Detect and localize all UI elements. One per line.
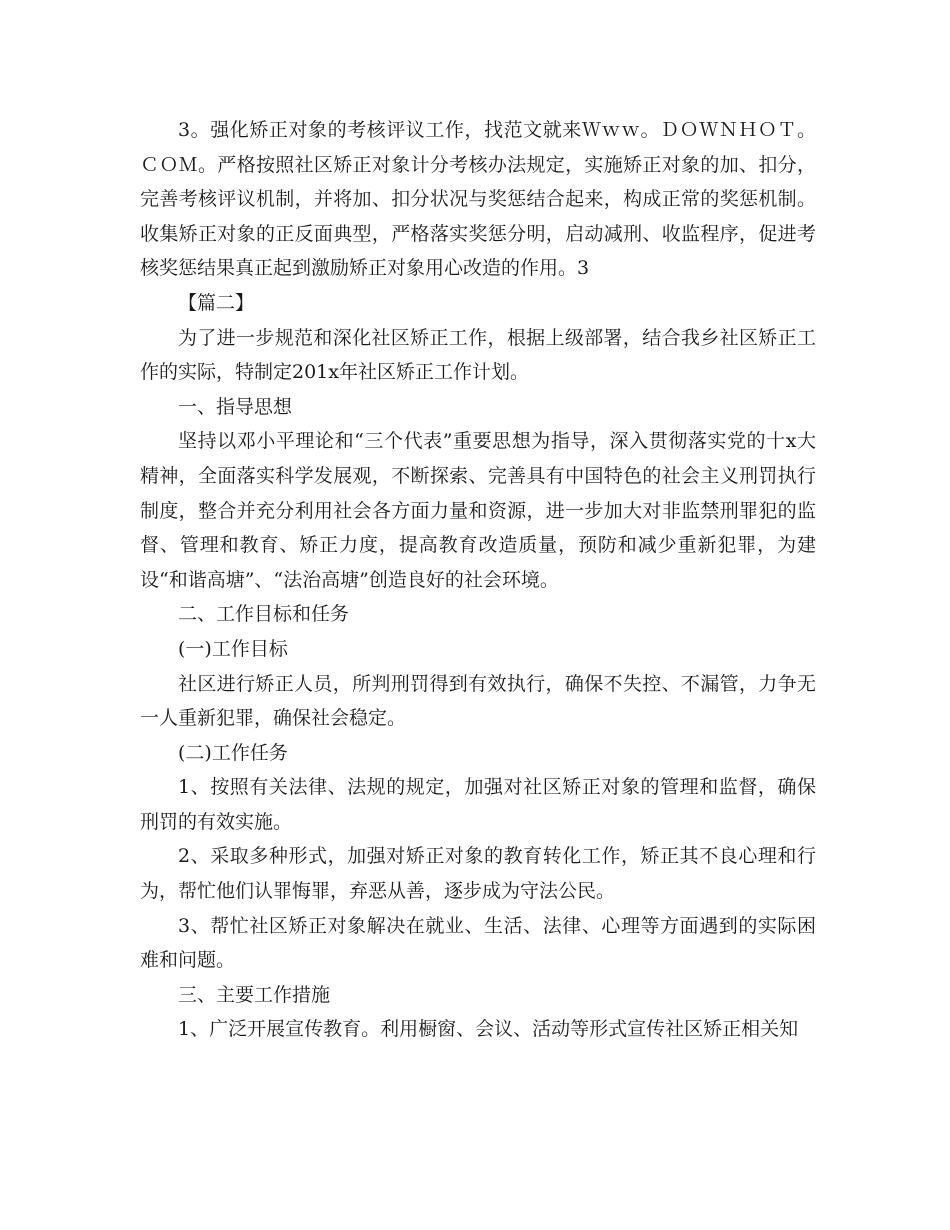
heading-guiding-ideology: 一、指导思想: [178, 395, 293, 418]
list-item-task-2: 2、采取多种形式，加强对矫正对象的教育转化工作，矫正其不良心理和行为，帮忙他们认罪悔罪，弃恶从善，逐步成为守法公民。: [140, 845, 816, 903]
list-item-measure-1: 1、广泛开展宣传教育。利用橱窗、会议、活动等形式宣传社区矫正相关知: [178, 1018, 799, 1041]
paragraph-guiding-ideology: 坚持以邓小平理论和“三个代表”重要思想为指导，深入贯彻落实党的十x大精神，全面落实科学发展观，不断探索、完善具有中国特色的社会主义刑罚执行制度，整合并充分利用社会各方面力量和资源，进一步加大对非监禁刑罪犯的监督、管理和教育、矫正力度，提高教育改造质量，预防和减少重新犯罪，为建设“和谐高塘”、“法治高塘”创造良好的社会环境。: [140, 430, 816, 591]
section-title-part-two: 【篇二】: [178, 291, 255, 314]
heading-goals-and-tasks: 二、工作目标和任务: [178, 603, 350, 626]
document-body: [140, 113, 816, 1047]
paragraph-intro: 为了进一步规范和深化社区矫正工作，根据上级部署，结合我乡社区矫正工作的实际，特制定201x年社区矫正工作计划。: [140, 326, 816, 384]
paragraph-assessment: 3。强化矫正对象的考核评议工作，找范文就来Ｗｗｗ。ＤＯＷＮＨＯＴ。ＣＯＭ。严格按照社区矫正对象计分考核办法规定，实施矫正对象的加、扣分，完善考核评议机制，并将加、扣分状况与奖惩结合起来，构成正常的奖惩机制。收集矫正对象的正反面典型，严格落实奖惩分明，启动减刑、收监程序，促进考核奖惩结果真正起到激励矫正对象用心改造的作用。3: [140, 119, 816, 280]
subheading-work-tasks: (二)工作任务: [178, 741, 288, 764]
list-item-task-1: 1、按照有关法律、法规的规定，加强对社区矫正对象的管理和监督，确保刑罚的有效实施。: [140, 776, 816, 833]
list-item-task-3: 3、帮忙社区矫正对象解决在就业、生活、法律、心理等方面遇到的实际困难和问题。: [140, 914, 816, 972]
paragraph-work-goals: 社区进行矫正人员，所判刑罚得到有效执行，确保不失控、不漏管，力争无一人重新犯罪，确保社会稳定。: [140, 672, 816, 730]
subheading-work-goals: (一)工作目标: [178, 637, 288, 660]
heading-main-measures: 三、主要工作措施: [178, 983, 331, 1006]
